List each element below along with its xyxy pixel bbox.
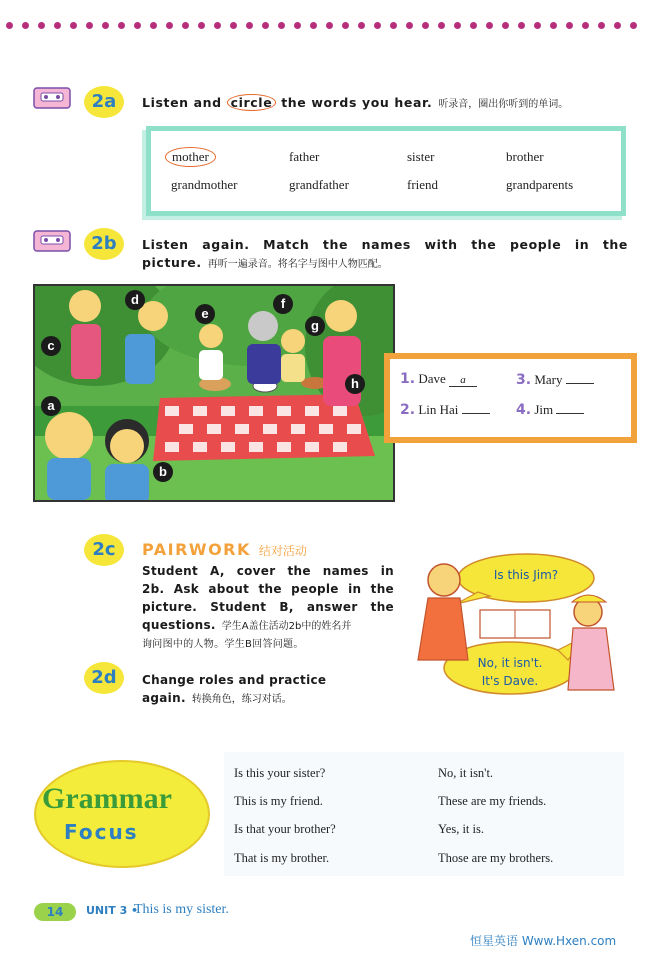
grammar-right-1: No, it isn't. xyxy=(438,766,494,780)
border-dot xyxy=(6,22,13,29)
instruction-2a-cn: 听录音，圈出你听到的单词。 xyxy=(438,99,569,110)
border-dot xyxy=(374,22,381,29)
border-dot xyxy=(182,22,189,29)
border-dot xyxy=(486,22,493,29)
border-dot xyxy=(358,22,365,29)
word-item: grandparents xyxy=(506,177,574,192)
instruction-2a-circled: circle xyxy=(227,94,277,111)
border-dot xyxy=(390,22,397,29)
pairwork-instructions xyxy=(142,562,394,654)
word-box xyxy=(146,126,626,216)
activity-number-2a: 2a xyxy=(84,86,124,118)
border-dot xyxy=(70,22,77,29)
border-dot xyxy=(342,22,349,29)
match-item-4 xyxy=(516,401,584,418)
border-dot xyxy=(326,22,333,29)
grammar-left-1: Is this your sister? xyxy=(234,766,326,780)
pairwork-line: questions. xyxy=(142,618,216,632)
pairwork-cn-line2: 询问图中的人物。学生B回答问题。 xyxy=(142,639,304,650)
grammar-right-3: Yes, it is. xyxy=(438,822,484,836)
word-item: grandmother xyxy=(171,177,238,192)
word-item: grandfather xyxy=(289,177,349,192)
border-dot xyxy=(614,22,621,29)
match-number: 2. xyxy=(400,402,416,418)
match-number: 4. xyxy=(516,402,532,418)
border-dot xyxy=(102,22,109,29)
instruction-2d-line2: again. xyxy=(142,691,186,705)
border-dot xyxy=(134,22,141,29)
speech-answer-line1: No, it isn't. xyxy=(477,656,543,670)
border-dot xyxy=(150,22,157,29)
border-dot xyxy=(54,22,61,29)
word-item: father xyxy=(289,149,320,164)
match-name: Mary xyxy=(534,372,563,387)
border-dot xyxy=(118,22,125,29)
pairwork-heading xyxy=(142,540,307,560)
cassette-tape-icon xyxy=(33,87,73,109)
picnic-family-picture xyxy=(33,284,395,502)
border-dot xyxy=(86,22,93,29)
instruction-2b-line1: Listen again. Match the names with the people in the xyxy=(142,237,628,252)
picture-label-d: d xyxy=(125,290,145,310)
match-number: 3. xyxy=(516,372,532,388)
border-dot xyxy=(214,22,221,29)
border-dot xyxy=(630,22,637,29)
border-dot xyxy=(566,22,573,29)
border-dot xyxy=(166,22,173,29)
match-name: Lin Hai xyxy=(418,402,459,417)
activity-number-2c: 2c xyxy=(84,534,124,566)
grammar-left-3: Is that your brother? xyxy=(234,822,336,836)
word-item: friend xyxy=(407,177,439,192)
border-dot xyxy=(422,22,429,29)
brand-watermark: 恒星英语 Www.Hxen.com xyxy=(470,934,617,948)
activity-number-2b: 2b xyxy=(84,228,124,260)
instruction-2d xyxy=(142,671,326,709)
instruction-2a-after: the words you hear. xyxy=(276,95,433,110)
instruction-2b-cn: 再听一遍录音。将名字与图中人物匹配。 xyxy=(207,259,388,270)
border-dot xyxy=(246,22,253,29)
instruction-2a-before: Listen and xyxy=(142,95,227,110)
instruction-2b-line2-text: picture. xyxy=(142,255,202,270)
picture-label-c: c xyxy=(41,336,61,356)
match-item-1 xyxy=(400,371,477,387)
name-match-box xyxy=(384,353,637,443)
border-dot xyxy=(470,22,477,29)
focus-title: Focus xyxy=(64,820,139,844)
picture-label-f: f xyxy=(273,294,293,314)
pairwork-line: 2b. Ask about the people in the xyxy=(142,582,394,596)
border-dot xyxy=(518,22,525,29)
border-dot xyxy=(310,22,317,29)
border-dot xyxy=(278,22,285,29)
word-item: mother xyxy=(165,147,216,167)
pairwork-title: PAIRWORK xyxy=(142,540,251,559)
instruction-2a xyxy=(142,95,568,110)
cassette-tape-icon xyxy=(33,230,73,252)
border-dot xyxy=(406,22,413,29)
grammar-left-2: This is my friend. xyxy=(234,794,323,808)
match-answer-blank xyxy=(556,401,584,414)
match-answer-blank: a xyxy=(449,374,477,387)
match-name: Dave xyxy=(418,371,446,386)
instruction-2d-line1: Change roles and practice xyxy=(142,673,327,687)
match-item-3 xyxy=(516,371,594,388)
match-name: Jim xyxy=(534,402,554,417)
border-dot xyxy=(294,22,301,29)
border-dot xyxy=(502,22,509,29)
border-dot xyxy=(550,22,557,29)
unit-title: This is my sister. xyxy=(134,902,229,917)
picture-label-b: b xyxy=(153,462,173,482)
border-dot xyxy=(454,22,461,29)
border-dot xyxy=(598,22,605,29)
border-dot xyxy=(438,22,445,29)
speech-bubble-question: Is this Jim? xyxy=(493,568,559,582)
border-dot xyxy=(582,22,589,29)
match-item-2 xyxy=(400,401,490,418)
picture-label-e: e xyxy=(195,304,215,324)
grammar-right-2: These are my friends. xyxy=(438,794,547,808)
picture-label-g: g xyxy=(305,316,325,336)
picture-label-a: a xyxy=(41,396,61,416)
page-number: 14 xyxy=(34,903,76,921)
border-dot xyxy=(534,22,541,29)
pairwork-line: picture. Student B, answer the xyxy=(142,600,394,614)
picture-label-h: h xyxy=(345,374,365,394)
instruction-2b-line2 xyxy=(142,255,388,270)
grammar-left-4: That is my brother. xyxy=(234,851,330,865)
instruction-2d-cn: 转换角色，练习对话。 xyxy=(191,694,292,705)
pairwork-cn-line1: 学生A盖住活动2b中的姓名并 xyxy=(221,621,352,632)
word-item: sister xyxy=(407,149,435,164)
pairwork-line: Student A, cover the names in xyxy=(142,564,394,578)
speech-answer-line2: It's Dave. xyxy=(481,674,539,688)
unit-label: UNIT 3 • xyxy=(86,904,139,917)
pairwork-title-cn: 结对活动 xyxy=(258,544,307,558)
word-item: brother xyxy=(506,149,544,164)
border-dot xyxy=(230,22,237,29)
match-answer-blank xyxy=(566,371,594,384)
top-dot-border xyxy=(6,22,646,32)
speech-bubble-answer xyxy=(450,654,570,690)
grammar-right-4: Those are my brothers. xyxy=(438,851,554,865)
match-answer-blank xyxy=(462,401,490,414)
border-dot xyxy=(38,22,45,29)
border-dot xyxy=(262,22,269,29)
grammar-title: Grammar xyxy=(42,782,172,815)
match-number: 1. xyxy=(400,371,416,387)
border-dot xyxy=(22,22,29,29)
activity-number-2d: 2d xyxy=(84,662,124,694)
border-dot xyxy=(198,22,205,29)
